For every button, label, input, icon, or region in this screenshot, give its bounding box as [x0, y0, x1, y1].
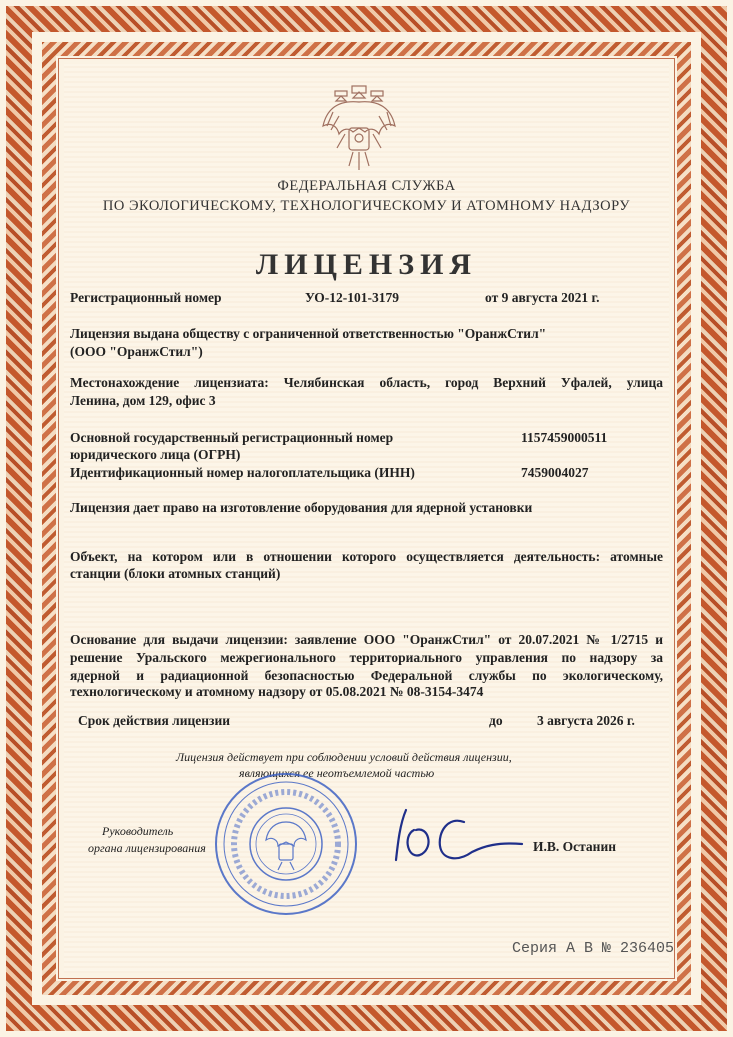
issued-to-line1: Лицензия выдана обществу с ограниченной ответственностью "ОранжСтил"	[70, 326, 547, 341]
ogrn-label-line1: Основной государственный регистрационный номер	[70, 430, 394, 445]
license-right: Лицензия дает право на изготовление оборудования для ядерной установки	[70, 500, 533, 515]
object-line1: Объект, на котором или в отношении которого осуществляется деятельность: атомные	[70, 549, 663, 564]
signatory-name: И.В. Останин	[533, 839, 617, 854]
document-title: ЛИЦЕНЗИЯ	[255, 248, 478, 281]
agency-name-line1: ФЕДЕРАЛЬНАЯ СЛУЖБА	[277, 178, 456, 194]
ogrn-value: 1157459000511	[521, 430, 608, 445]
registration-number: УО-12-101-3179	[305, 290, 399, 305]
validity-label: Срок действия лицензии	[78, 713, 231, 728]
location-line1: Местонахождение лицензиата: Челябинская область, город Верхний Уфалей, улица	[70, 375, 663, 390]
validity-to: до	[489, 713, 503, 728]
object-line2: станции (блоки атомных станций)	[70, 566, 281, 581]
signature	[388, 802, 528, 872]
signatory-role-line1: Руководитель	[102, 824, 174, 838]
conditions-note-line2: являющихся ее неотъемлемой частью	[239, 766, 435, 780]
registration-date: от 9 августа 2021 г.	[485, 290, 600, 305]
document-body	[64, 64, 675, 973]
validity-date: 3 августа 2026 г.	[537, 713, 635, 728]
location-line2: Ленина, дом 129, офис 3	[70, 393, 216, 408]
issued-to-line2: (ООО "ОранжСтил")	[70, 344, 203, 359]
basis-line2: решение Уральского межрегионального территориального управления по надзору за	[70, 650, 663, 665]
official-seal-stamp	[212, 770, 360, 918]
basis-line4: технологическому и атомному надзору от 05.08.2021 № 08-3154-3474	[70, 684, 484, 699]
coat-of-arms-icon	[319, 82, 399, 174]
serial-number: Серия А В № 236405	[512, 940, 675, 957]
conditions-note-line1: Лицензия действует при соблюдении условий действия лицензии,	[176, 750, 512, 764]
signatory-role-line2: органа лицензирования	[88, 841, 206, 855]
basis-line3: ядерной и радиационной безопасностью Федеральной службы по экологическому,	[70, 668, 663, 683]
inn-value: 7459004027	[521, 465, 589, 480]
agency-name-line2: ПО ЭКОЛОГИЧЕСКОМУ, ТЕХНОЛОГИЧЕСКОМУ И АТОМНОМУ НАДЗОРУ	[102, 198, 631, 214]
registration-label: Регистрационный номер	[70, 290, 222, 305]
basis-line1: Основание для выдачи лицензии: заявление ООО "ОранжСтил" от 20.07.2021 № 1/2715 и	[70, 632, 663, 647]
ogrn-label-line2: юридического лица (ОГРН)	[70, 447, 241, 462]
inn-label: Идентификационный номер налогоплательщика (ИНН)	[70, 465, 415, 480]
